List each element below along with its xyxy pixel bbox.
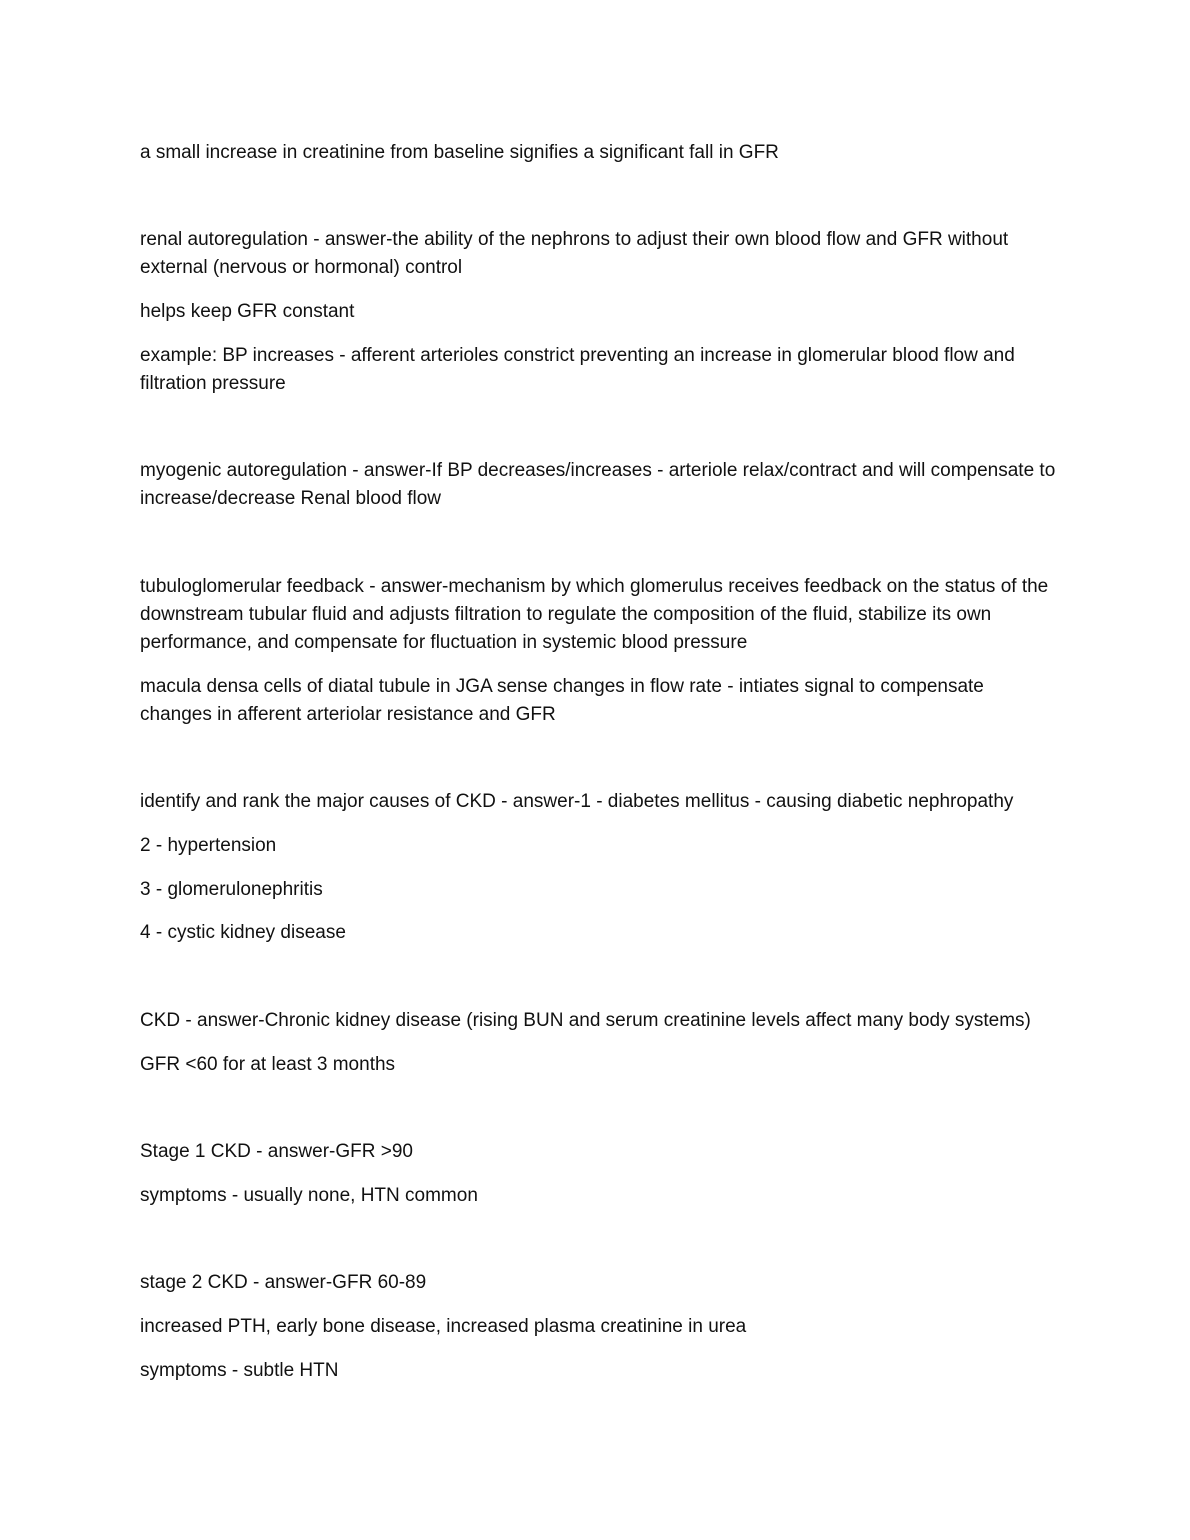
paragraph: CKD - answer-Chronic kidney disease (rising BUN and serum creatinine levels affect many body systems) — [140, 1010, 1031, 1031]
paragraph: increased PTH, early bone disease, increased plasma creatinine in urea — [140, 1316, 747, 1337]
paragraph: 4 - cystic kidney disease — [140, 922, 346, 943]
paragraph: identify and rank the major causes of CKD - answer-1 - diabetes mellitus - causing diabetic nephropathy — [140, 791, 1014, 812]
paragraph: example: BP increases - afferent arterioles constrict preventing an increase in glomerular blood flow and filtration pressure — [140, 345, 1015, 394]
paragraph: myogenic autoregulation - answer-If BP decreases/increases - arteriole relax/contract and will compensate to increase/decrease Renal blood flow — [140, 460, 1056, 509]
paragraph: symptoms - usually none, HTN common — [140, 1185, 478, 1206]
paragraph: stage 2 CKD - answer-GFR 60-89 — [140, 1272, 427, 1293]
paragraph: symptoms - subtle HTN — [140, 1360, 339, 1381]
paragraph: Stage 1 CKD - answer-GFR >90 — [140, 1141, 413, 1162]
paragraph: macula densa cells of diatal tubule in JGA sense changes in flow rate - intiates signal to compensate changes in afferent arteriolar resistance and GFR — [140, 676, 984, 725]
paragraph: a small increase in creatinine from baseline signifies a significant fall in GFR — [140, 142, 779, 163]
paragraph: renal autoregulation - answer-the ability of the nephrons to adjust their own blood flow and GFR without external (nervous or hormonal) control — [140, 229, 1009, 278]
paragraph: 2 - hypertension — [140, 835, 277, 856]
paragraph: GFR <60 for at least 3 months — [140, 1054, 396, 1075]
paragraph: tubuloglomerular feedback - answer-mechanism by which glomerulus receives feedback on the status of the downstream tubular fluid and adjusts filtration to regulate the composition of the fluid, stabilize its own performance, and compensate for fluctuation in systemic blood pressure — [140, 576, 1049, 653]
paragraph: helps keep GFR constant — [140, 301, 355, 322]
paragraph: 3 - glomerulonephritis — [140, 879, 323, 900]
